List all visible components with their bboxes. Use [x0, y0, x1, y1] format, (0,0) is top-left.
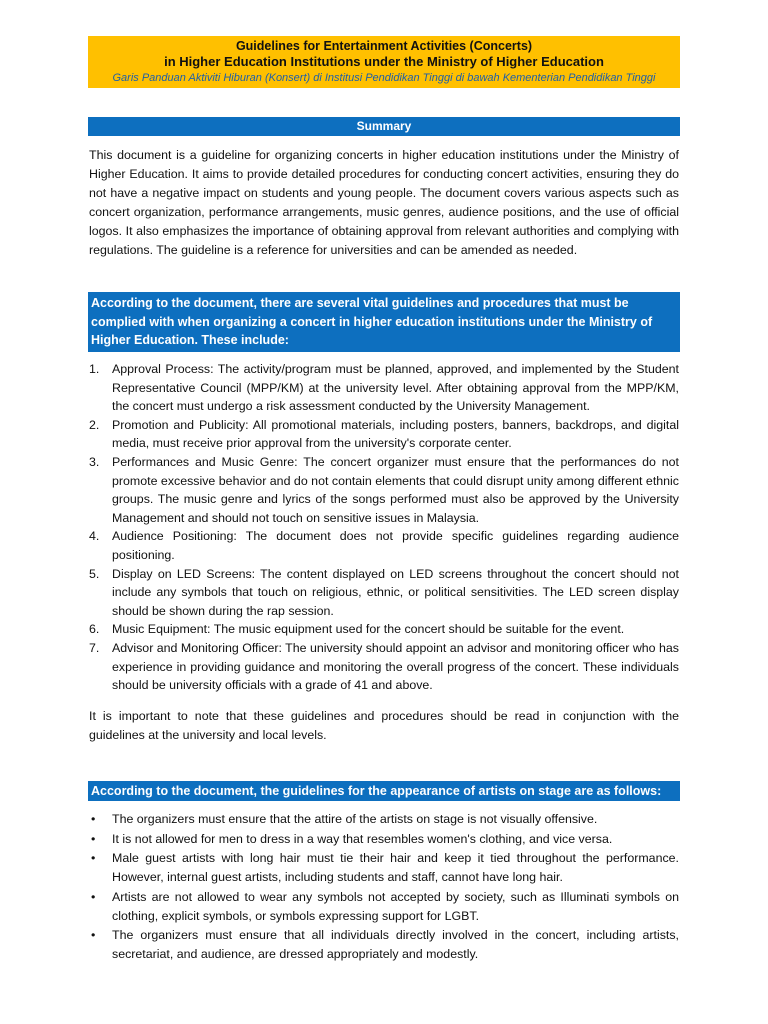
- list-item-text: Artists are not allowed to wear any symbols not accepted by society, such as Illuminati symbols on clothing, explicit symbols, or symbols expressing support for LGBT.: [112, 889, 679, 923]
- list-item: [89, 360, 679, 416]
- list-item-text: Promotion and Publicity: All promotional materials, including posters, banners, backdrops, and digital media, must receive prior approval from the university's corporate center.: [112, 417, 679, 451]
- list-item: [89, 453, 679, 527]
- list-item: [89, 620, 679, 639]
- document-title-line-2: in Higher Education Institutions under the Ministry of Higher Education: [164, 54, 604, 69]
- list-number: 6.: [89, 622, 100, 637]
- list-item: [89, 565, 679, 621]
- list-item: [89, 639, 679, 695]
- list-item-text: Approval Process: The activity/program must be planned, approved, and implemented by the Student Representative Council (MPP/KM) at the university level. After obtaining approval from the MPP/KM, the concert must undergo a risk assessment conducted by the University Management.: [112, 362, 679, 414]
- document-title-line-1: Guidelines for Entertainment Activities (Concerts): [235, 39, 533, 53]
- appearance-list: [89, 810, 679, 965]
- list-item-text: Music Equipment: The music equipment used for the concert should be suitable for the event.: [112, 622, 625, 637]
- document-subtitle: Garis Panduan Aktiviti Hiburan (Konsert) di Institusi Pendidikan Tinggi di bawah Kementerian Pendidikan Tinggi: [112, 72, 656, 84]
- list-item: [89, 416, 679, 453]
- list-number: 3.: [89, 454, 100, 469]
- bullet-icon: •: [91, 928, 96, 942]
- appearance-heading: According to the document, the guidelines for the appearance of artists on stage are as follows:: [88, 781, 680, 801]
- procedures-heading: According to the document, there are several vital guidelines and procedures that must be complied with when organizing a concert in higher education institutions under the Ministry of Higher Education. These include:: [88, 292, 680, 352]
- list-item-text: It is not allowed for men to dress in a way that resembles women's clothing, and vice versa.: [112, 831, 613, 846]
- list-item-text: Audience Positioning: The document does not provide specific guidelines regarding audience positioning.: [112, 529, 679, 562]
- list-item: [89, 830, 679, 849]
- procedures-note: It is important to note that these guidelines and procedures should be read in conjunction with the guidelines at the university and local levels.: [89, 709, 679, 742]
- bullet-icon: •: [91, 851, 96, 865]
- list-number: 1.: [89, 362, 100, 376]
- bullet-icon: •: [91, 889, 96, 904]
- list-number: 7.: [89, 640, 100, 655]
- list-item-text: Male guest artists with long hair must tie their hair and keep it tied throughout the performance. However, internal guest artists, including students and staff, cannot have long hair.: [112, 851, 679, 884]
- list-item: [89, 810, 679, 829]
- list-item: [89, 527, 679, 564]
- list-number: 4.: [89, 529, 100, 544]
- list-number: 5.: [89, 566, 100, 581]
- list-item-text: The organizers must ensure that the attire of the artists on stage is not visually offensive.: [112, 812, 598, 826]
- list-item: [89, 888, 679, 926]
- summary-paragraph: This document is a guideline for organizing concerts in higher education institutions under the Ministry of Higher Education. It aims to provide detailed procedures for conducting concert activities, ensuring they do not have a negative impact on students and young people. The document covers various aspects such as concert organization, performance arrangements, music genres, audience positions, and the use of official logos. It also emphasizes the importance of obtaining approval from relevant authorities and complying with regulations. The guideline is a reference for universities and can be amended as needed.: [89, 148, 679, 257]
- bullet-icon: •: [91, 812, 96, 826]
- list-item: [89, 926, 679, 964]
- procedures-list: [89, 360, 679, 695]
- list-number: 2.: [89, 417, 100, 432]
- list-item-text: Performances and Music Genre: The concert organizer must ensure that the performances do not promote excessive behavior and do not contain elements that could disrupt unity among different ethnic groups. The music genre and lyrics of the songs performed must also be approved by the University Management and should not touch on sensitive issues in Malaysia.: [112, 454, 679, 525]
- bullet-icon: •: [91, 831, 96, 846]
- list-item: [89, 849, 679, 887]
- list-item-text: The organizers must ensure that all individuals directly involved in the concert, including artists, secretariat, and audience, are dressed appropriately and modestly.: [112, 928, 679, 961]
- list-item-text: Display on LED Screens: The content displayed on LED screens throughout the concert should not include any symbols that touch on religious, ethnic, or political sensitivities. The LED screen display should be shown during the rap session.: [112, 566, 679, 618]
- summary-heading: Summary: [88, 117, 680, 136]
- title-box: [88, 36, 680, 88]
- list-item-text: Advisor and Monitoring Officer: The university should appoint an advisor and monitoring officer who has experience in providing guidance and monitoring the overall progress of the concert. These individuals should be university officials with a grade of 41 and above.: [112, 640, 679, 693]
